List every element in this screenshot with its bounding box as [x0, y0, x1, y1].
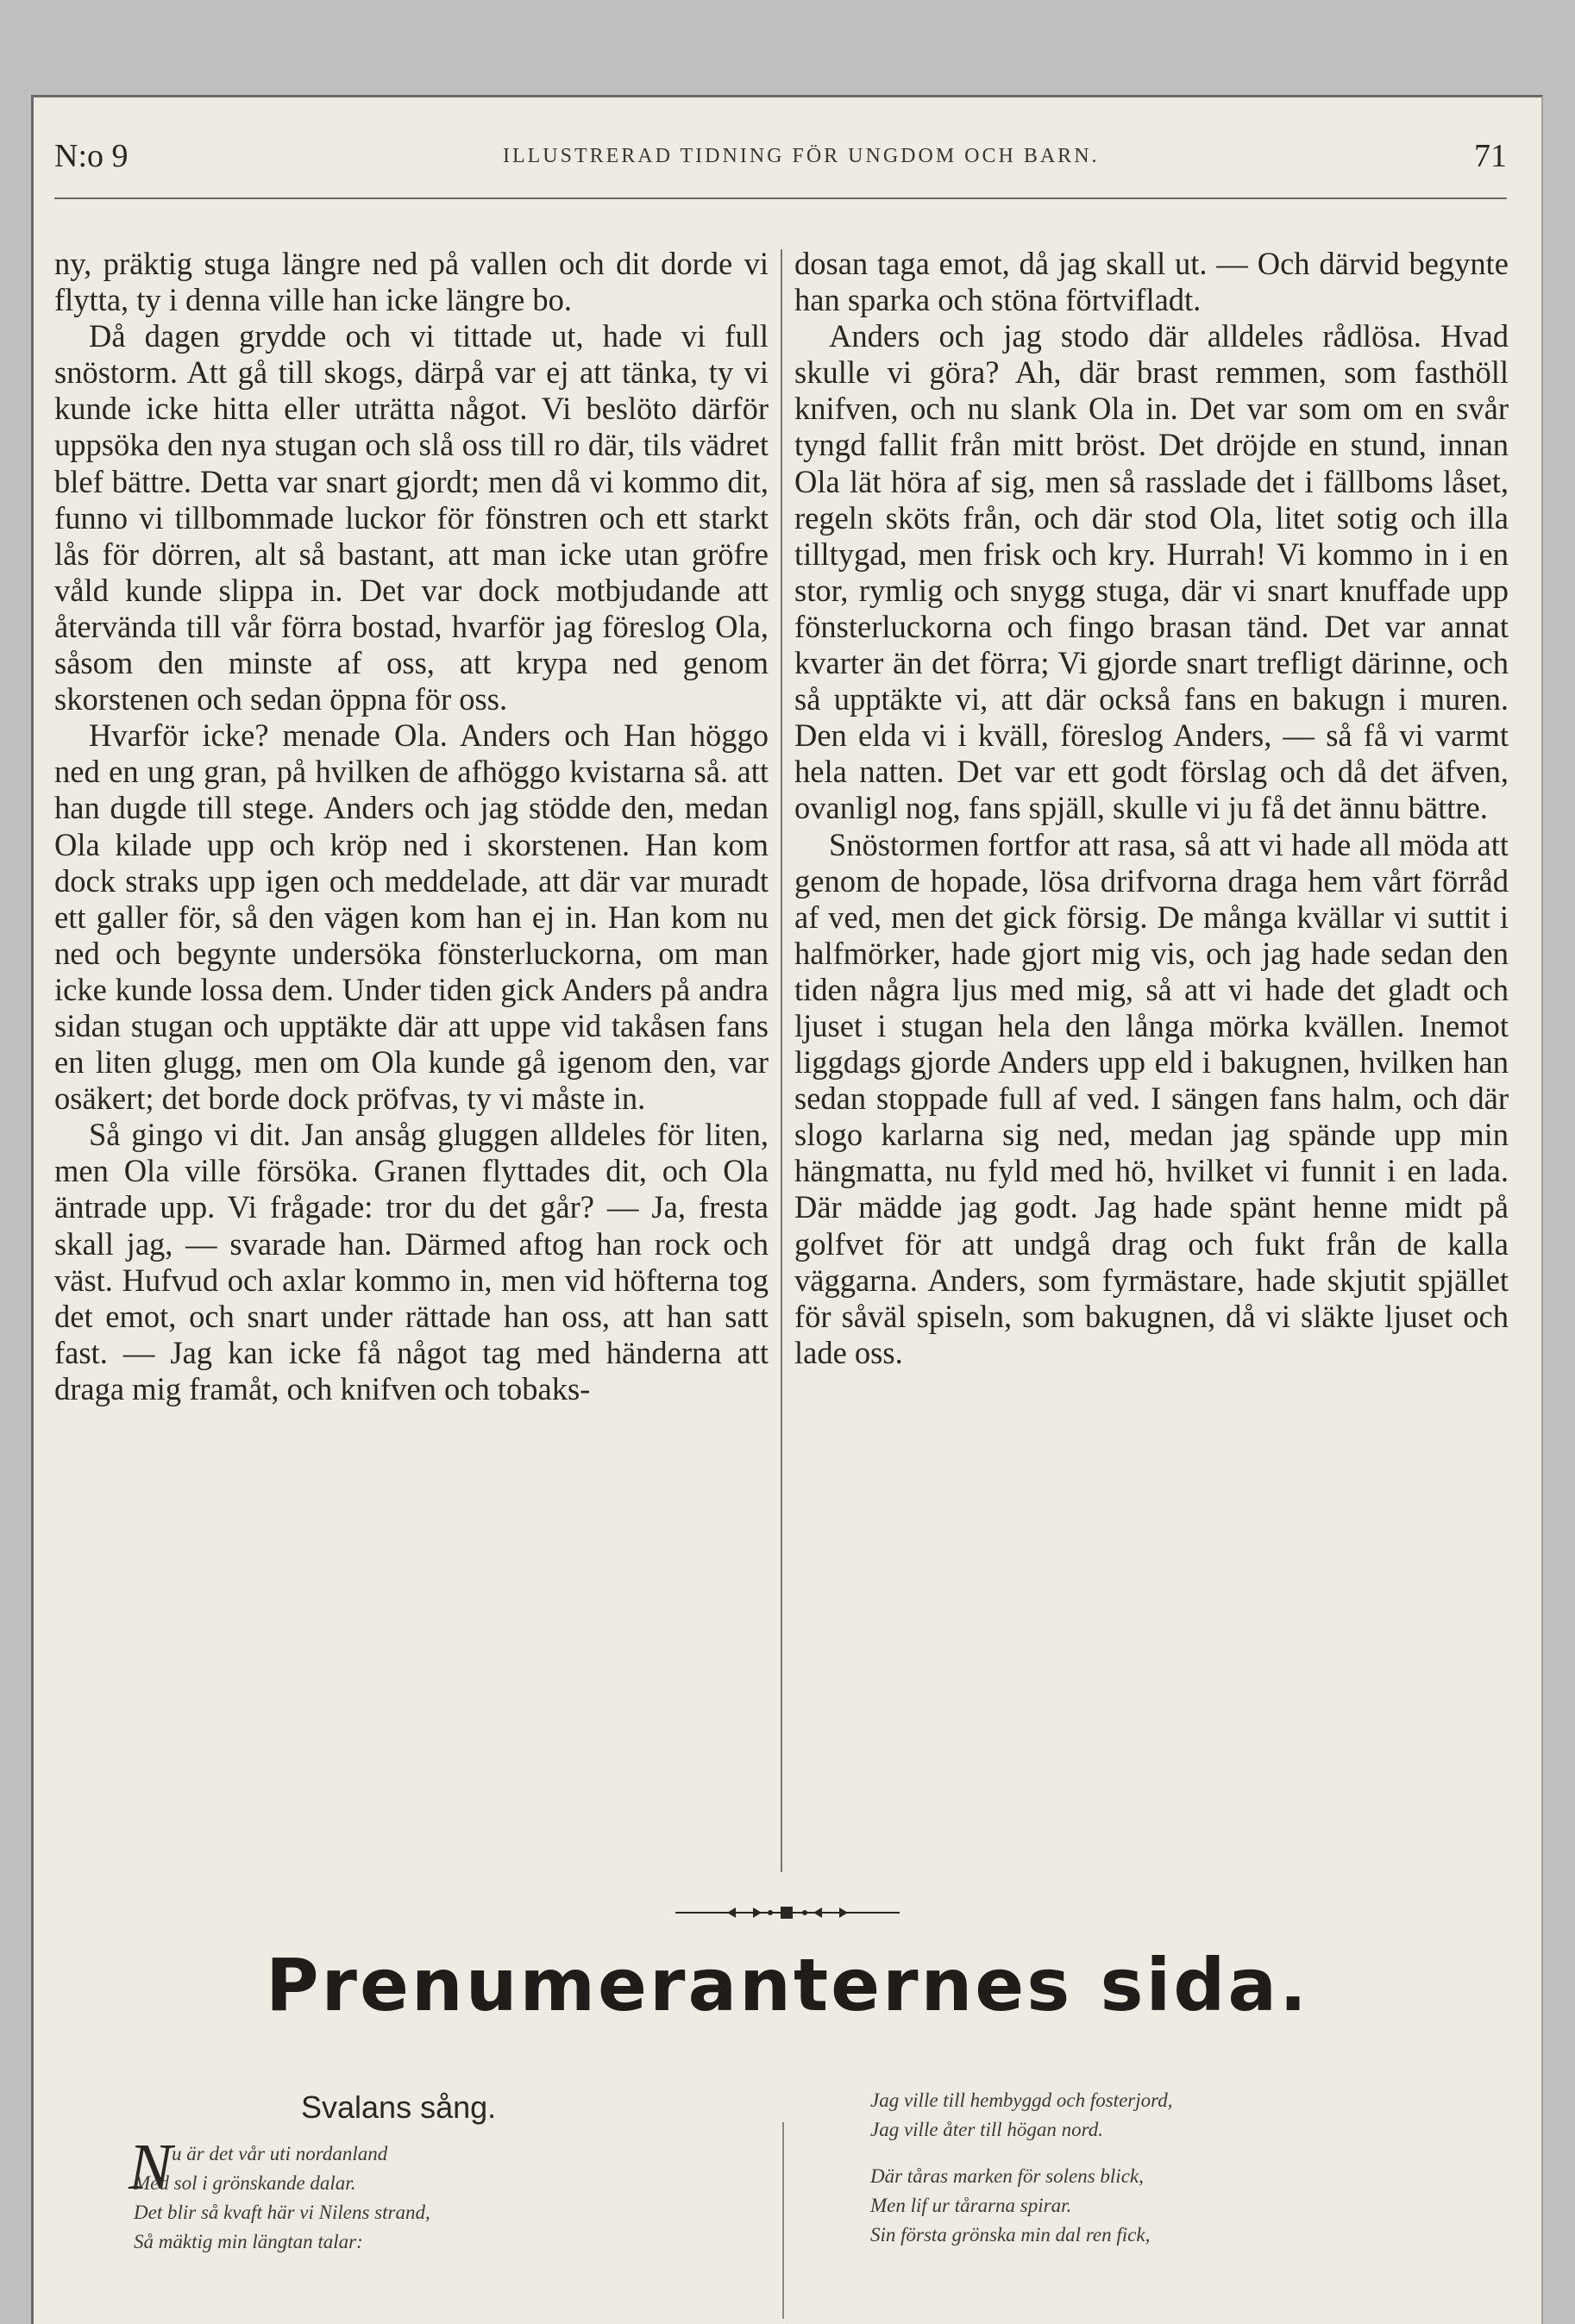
ornament-divider	[34, 1895, 1541, 1930]
publication-title: ILLUSTRERAD TIDNING FÖR UNGDOM OCH BARN.	[502, 144, 1100, 167]
poem-line: Jag ville till hembyggd och fosterjord,	[870, 2089, 1173, 2111]
left-column	[54, 246, 769, 1407]
poem-line: Sin första grönska min dal ren fick,	[870, 2224, 1151, 2246]
page-number: 71	[1473, 138, 1507, 174]
poem-line: u är det vår uti nordanland	[172, 2143, 388, 2164]
poem-left-stanza	[134, 2139, 430, 2257]
paragraph: Snöstormen fortfor att rasa, så att vi hade all möda att genom de hopade, lösa drifvorna draga hem vårt förråd af ved, men det gick försig. De många kvällar vi suttit i halfmörker, hade gjort mig vis, och jag hade sedan den tiden några ljus med mig, så att vi hade det gladt och ljuset i stugan hela den långa mörka kvällen. Inemot liggdags gjorde Anders upp eld i bakugnen, hvilken han sedan stoppade full af ved. I sängen fans halm, och där slogo karlarna sig ned, medan jag spände upp min hängmatta, nu fyld med hö, hvilket vi funnit i en lada. Där mädde jag godt. Jag hade spänt henne midt på golfvet för att undgå drag och fukt från de kalla väggarna. Anders, som fyrmästare, hade skjutit spjället för såväl spiseln, som bakugnen, då vi släkte ljuset och lade oss.	[794, 826, 1509, 1370]
poem-line: Så mäktig min längtan talar:	[134, 2231, 363, 2252]
paragraph: ny, präktig stuga längre ned på vallen och dit dorde vi flytta, ty i denna ville han icke längre bo.	[54, 246, 769, 318]
right-column	[794, 246, 1509, 1371]
paragraph: Anders och jag stodo där alldeles rådlösa. Hvad skulle vi göra? Ah, där brast remmen, som fasthöll knifven, och nu slank Ola in. Det var som om en svår tyngd fallit från mitt bröst. Det dröjde en stund, innan Ola lät höra af sig, men så rasslade det i fällboms låset, regeln sköts från, och där stod Ola, litet sotig och illa tilltygad, men frisk och kry. Hurrah! Vi kommo in i en stor, rymlig och snygg stuga, där vi snart knuffade upp fönsterluckorna och fingo brasan tänd. Det var annat kvarter än det förra; Vi gjorde snart trefligt därinne, och så upptäkte vi, att där också fans en bakugn i muren. Den elda vi i kväll, föreslog Anders, — så få vi varmt hela natten. Det var ett godt förslag och då det äfven, ovanligl nog, fans spjäll, skulle vi ju få det ännu bättre.	[794, 318, 1509, 826]
stanza-gap	[870, 2145, 1172, 2162]
paragraph: Då dagen grydde och vi tittade ut, hade vi full snöstorm. Att gå till skogs, därpå var ej att tänka, ty vi kunde icke hitta eller uträtta något. Vi beslöto därför uppsöka den nya stugan och slå oss till ro där, tils vädret blef bättre. Detta var snart gjordt; men då vi kommo dit, funno vi tillbommade luckor för fönstren och ett starkt lås för dörren, alt så bastant, att man icke utan gröfre våld kunde slippa in. Det var dock motbjudande att återvända till vår förra bostad, hvarför jag föreslog Ola, såsom den minste af oss, att krypa ned genom skorstenen och sedan öppna för oss.	[54, 318, 769, 717]
page-header	[54, 130, 1507, 182]
paragraph: Hvarför icke? menade Ola. Anders och Han höggo ned en ung gran, på hvilken de afhöggo kvistarna så. att han dugde till stege. Anders och jag stödde den, medan Ola kilade upp och kröp ned i skorstenen. Han kom dock straks upp igen och meddelade, att där var muradt ett galler för, så den vägen kom han ej in. Han kom nu ned och begynte undersöka fönsterluckorna, om man icke kunde lossa dem. Under tiden gick Anders på andra sidan stugan och upptäkte där att uppe vid takåsen fans en liten glugg, men om Ola kunde gå igenom den, var osäkert; det borde dock pröfvas, ty vi måste in.	[54, 717, 769, 1117]
column-divider	[781, 249, 782, 1872]
poem-line: Men lif ur tårarna spirar.	[870, 2195, 1072, 2216]
poem-line: Det blir så kvaft här vi Nilens strand,	[134, 2202, 430, 2223]
newspaper-page	[31, 95, 1543, 2324]
poem-line: Med sol i grönskande dalar.	[134, 2172, 356, 2194]
poem-line: Där tåras marken för solens blick,	[870, 2165, 1144, 2187]
poem-line: Jag ville åter till högan nord.	[870, 2119, 1104, 2140]
poem-divider	[782, 2122, 784, 2319]
drop-cap: N	[129, 2131, 173, 2203]
paragraph: Så gingo vi dit. Jan ansåg gluggen alldeles för liten, men Ola ville försöka. Granen flyttades dit, och Ola äntrade upp. Vi frågade: tror du det går? — Ja, fresta skall jag, — svarade han. Därmed aftog han rock och väst. Hufvud och axlar kommo in, men vid höfterna tog det emot, och snart under rättade han oss, att han satt fast. — Jag kan icke få något tag med händerna att draga mig framåt, och knifven och tobaks-	[54, 1117, 769, 1406]
paragraph: dosan taga emot, då jag skall ut. — Och därvid begynte han sparka och stöna förtvifladt.	[794, 246, 1509, 318]
section-title: Prenumeranternes sida.	[265, 1943, 1310, 2027]
poem-right-stanzas	[870, 2086, 1172, 2250]
header-rule	[54, 197, 1507, 199]
issue-number: N:o 9	[54, 138, 129, 174]
poem-title: Svalans sång.	[301, 2089, 497, 2125]
ornament-icon	[667, 1902, 908, 1923]
